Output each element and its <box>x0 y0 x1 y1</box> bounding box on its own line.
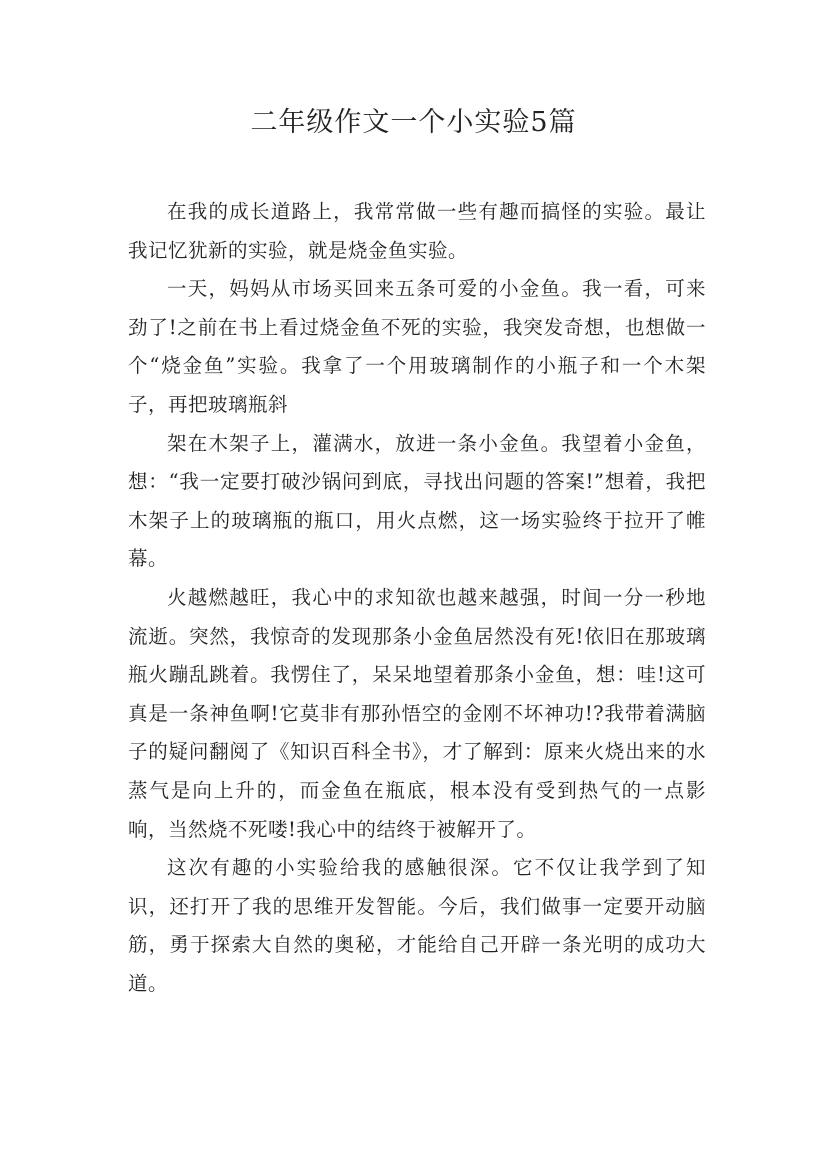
document-body <box>128 193 706 1003</box>
paragraph-1: 在我的成长道路上，我常常做一些有趣而搞怪的实验。最让我记忆犹新的实验，就是烧金鱼实验。 <box>128 200 706 262</box>
paragraph-5: 这次有趣的小实验给我的感触很深。它不仅让我学到了知识，还打开了我的思维开发智能。今后，我们做事一定要开动脑筋，勇于探索大自然的奥秘，才能给自己开辟一条光明的成功大道。 <box>128 856 706 995</box>
paragraph-4: 火越燃越旺，我心中的求知欲也越来越强，时间一分一秒地流逝。突然，我惊奇的发现那条小金鱼居然没有死!依旧在那玻璃瓶火蹦乱跳着。我愣住了，呆呆地望着那条小金鱼，想：哇!这可真是一条神鱼啊!它莫非有那孙悟空的金刚不坏神功!?我带着满脑子的疑问翻阅了《知识百科全书》，才了解到：原来火烧出来的水蒸气是向上升的，而金鱼在瓶底，根本没有受到热气的一点影响，当然烧不死喽!我心中的结终于被解开了。 <box>128 585 706 841</box>
document-title: 二年级作文一个小实验5篇 <box>250 107 577 138</box>
paragraph-2: 一天，妈妈从市场买回来五条可爱的小金鱼。我一看，可来劲了!之前在书上看过烧金鱼不死的实验，我突发奇想，也想做一个“烧金鱼”实验。我拿了一个用玻璃制作的小瓶子和一个木架子，再把玻璃瓶斜 <box>128 277 706 416</box>
paragraph-3: 架在木架子上，灌满水，放进一条小金鱼。我望着小金鱼，想：“我一定要打破沙锅问到底，寻找出问题的答案!”想着，我把木架子上的玻璃瓶的瓶口，用火点燃，这一场实验终于拉开了帷幕。 <box>128 431 706 571</box>
